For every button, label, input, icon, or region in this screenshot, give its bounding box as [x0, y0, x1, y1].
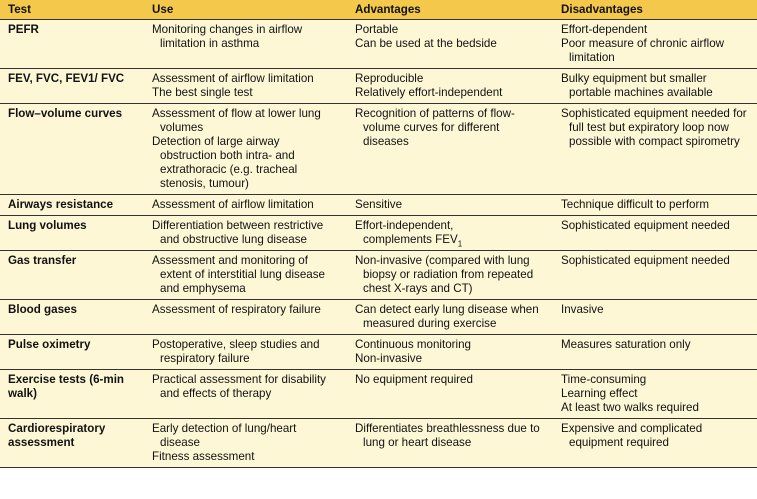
cell-line: Assessment of airflow limitation	[152, 198, 314, 211]
cell-use	[144, 20, 347, 69]
cell-line: Invasive	[561, 303, 604, 316]
cell-disadvantages	[553, 370, 757, 419]
cell-advantages	[347, 195, 553, 216]
cell-line: Early detection of lung/heart disease	[152, 422, 297, 449]
cell-line: Can be used at the bedside	[355, 37, 497, 50]
cell-advantages	[347, 335, 553, 370]
cell-line: Technique difficult to perform	[561, 198, 710, 211]
cell-line: Time-consuming	[561, 373, 647, 386]
cell-advantages	[347, 216, 553, 251]
table-row	[0, 104, 757, 195]
cell-advantages	[347, 370, 553, 419]
cell-line: Reproducible	[355, 72, 424, 85]
subscript: 1	[457, 239, 463, 249]
cell-line: complements $FEV_1$	[363, 233, 463, 249]
cell-line: Practical assessment for disability and effects of therapy	[152, 373, 326, 400]
cell-disadvantages	[553, 251, 757, 300]
cell-advantages	[347, 251, 553, 300]
cell-line: Assessment of flow at lower lung volumes	[152, 107, 321, 134]
cell-test: Gas transfer	[0, 251, 144, 300]
cell-line: Non-invasive (compared with lung biopsy or radiation from repeated chest X-rays and CT)	[355, 254, 534, 295]
table-row	[0, 195, 757, 216]
cell-use	[144, 216, 347, 251]
cell-disadvantages	[553, 20, 757, 69]
cell-line: Assessment and monitoring of extent of interstitial lung disease and emphysema	[152, 254, 325, 295]
cell-use	[144, 104, 347, 195]
cell-disadvantages	[553, 335, 757, 370]
cell-line: Assessment of respiratory failure	[152, 303, 321, 316]
cell-advantages	[347, 69, 553, 104]
cell-line: Effort-dependent	[561, 23, 648, 36]
cell-use	[144, 335, 347, 370]
table-row	[0, 20, 757, 69]
cell-disadvantages	[553, 195, 757, 216]
table-row	[0, 300, 757, 335]
cell-line: Effort-independent,	[355, 219, 454, 232]
cell-line: No equipment required	[355, 373, 473, 386]
cell-line: Fitness assessment	[152, 450, 255, 463]
cell-test: Lung volumes	[0, 216, 144, 251]
cell-use	[144, 251, 347, 300]
table-body	[0, 20, 757, 468]
cell-line: Detection of large airway obstruction both intra- and extrathoracic (e.g. tracheal stenosis, tumour)	[152, 135, 298, 190]
cell-line: Measures saturation only	[561, 338, 691, 351]
cell-line: Learning effect	[561, 387, 638, 400]
cell-use	[144, 370, 347, 419]
cell-line: Postoperative, sleep studies and respiratory failure	[152, 338, 320, 365]
cell-line: The best single test	[152, 86, 253, 99]
cell-test: FEV, FVC, FEV1/ FVC	[0, 69, 144, 104]
cell-line: Relatively effort-independent	[355, 86, 503, 99]
cell-disadvantages	[553, 419, 757, 468]
cell-use	[144, 69, 347, 104]
table-row	[0, 419, 757, 468]
cell-test: Blood gases	[0, 300, 144, 335]
table-row	[0, 370, 757, 419]
cell-line: Sophisticated equipment needed	[561, 254, 730, 267]
cell-disadvantages	[553, 104, 757, 195]
cell-line: Monitoring changes in airflow limitation in asthma	[152, 23, 303, 50]
cell-line: Continuous monitoring	[355, 338, 472, 351]
header-advantages: Advantages	[347, 0, 553, 20]
cell-disadvantages	[553, 216, 757, 251]
cell-line: Bulky equipment but smaller portable machines available	[561, 72, 713, 99]
table-row	[0, 69, 757, 104]
cell-disadvantages	[553, 300, 757, 335]
cell-test: PEFR	[0, 20, 144, 69]
table-row	[0, 251, 757, 300]
header-use: Use	[144, 0, 347, 20]
cell-line: Assessment of airflow limitation	[152, 72, 314, 85]
cell-advantages	[347, 300, 553, 335]
cell-advantages	[347, 419, 553, 468]
cell-line: Poor measure of chronic airflow limitation	[561, 37, 725, 64]
cell-line: Sophisticated equipment needed for full test but expiratory loop now possible with compact spirometry	[561, 107, 747, 148]
header-test: Test	[0, 0, 144, 20]
cell-advantages	[347, 20, 553, 69]
cell-line: Expensive and complicated equipment required	[561, 422, 703, 449]
header-disadvantages: Disadvantages	[553, 0, 757, 20]
cell-use	[144, 195, 347, 216]
cell-line: Differentiates breathlessness due to lung or heart disease	[355, 422, 540, 449]
cell-advantages	[347, 104, 553, 195]
header-row	[0, 0, 757, 20]
cell-line: Can detect early lung disease when measured during exercise	[355, 303, 539, 330]
cell-use	[144, 300, 347, 335]
cell-line: Non-invasive	[355, 352, 423, 365]
cell-line: Differentiation between restrictive and obstructive lung disease	[152, 219, 324, 246]
cell-line: Recognition of patterns of flow-volume curves for different diseases	[355, 107, 515, 148]
cell-test: Airways resistance	[0, 195, 144, 216]
cell-test: Exercise tests (6-min walk)	[0, 370, 144, 419]
cell-line: Sophisticated equipment needed	[561, 219, 730, 232]
cell-line: Sensitive	[355, 198, 403, 211]
cell-test: Pulse oximetry	[0, 335, 144, 370]
table-row	[0, 335, 757, 370]
cell-disadvantages	[553, 69, 757, 104]
cell-use	[144, 419, 347, 468]
cell-test: Cardiorespiratory assessment	[0, 419, 144, 468]
table-row	[0, 216, 757, 251]
cell-test: Flow–volume curves	[0, 104, 144, 195]
cell-line: At least two walks required	[561, 401, 699, 414]
cell-line: Portable	[355, 23, 399, 36]
